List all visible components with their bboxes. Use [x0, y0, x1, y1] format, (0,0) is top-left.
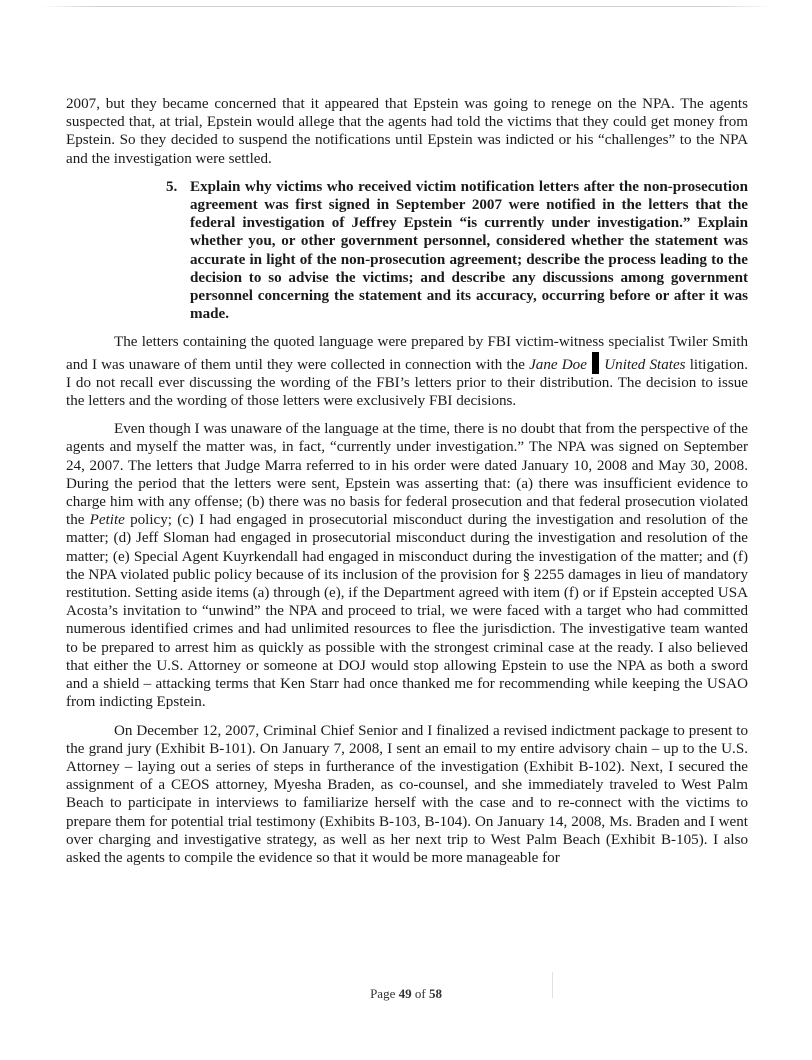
- page-of-label: of: [411, 986, 429, 1001]
- question-5: [66, 178, 748, 324]
- paragraph-continuation: 2007, but they became concerned that it appeared that Epstein was going to renege on the NPA. The agents suspected that, at trial, Epstein would allege that the agents had told the victims that they could get money from Epstein. So they decided to suspend the notifications until Epstein was indicted or his “challenges” to the NPA and the investigation were settled.: [66, 96, 748, 167]
- policy-name: Petite: [89, 512, 125, 529]
- document-body: [66, 95, 748, 877]
- paragraph-investigation: [66, 420, 748, 711]
- redaction-block: [592, 352, 599, 374]
- paragraph-text: The letters containing the quoted language were prepared by FBI victim-witness specialist Twiler Smith and I was unaware of them until they were collected in connection with the: [66, 334, 748, 373]
- page-number: [0, 986, 812, 1002]
- paragraph-text: litigation. I do not recall ever discussing the wording of the FBI’s letters prior to their distribution. The decision to issue the letters and the wording of those letters were exclusively FBI decisions.: [66, 356, 748, 410]
- paragraph-text: Even though I was unaware of the language at the time, there is no doubt that from the perspective of the agents and myself the matter was, in fact, “currently under investigation.” The NPA was signed on September 24, 2007. The letters that Judge Marra referred to in his order were dated January 10, 2008 and May 30, 2008. During the period that the letters were sent, Epstein was asserting that: (a) there was insufficient evidence to charge him with any offense; (b) there was no basis for federal prosecution and that federal prosecution violated the: [66, 421, 748, 529]
- case-name-plaintiff: Jane Doe: [529, 356, 587, 373]
- paragraph-text: policy; (c) I had engaged in prosecutorial misconduct during the investigation and resolution of the matter; (d) Jeff Sloman had engaged in prosecutorial misconduct during the investigation and resolution of the matter; (e) Special Agent Kuyrkendall had engaged in misconduct during the investigation of the matter; and (f) the NPA violated public policy because of its inclusion of the provision for § 2255 damages in lieu of mandatory restitution. Setting aside items (a) through (e), if the Department agreed with item (f) or if Epstein accepted USA Acosta’s invitation to “unwind” the NPA and proceed to trial, we were faced with a target who had committed numerous identified crimes and had unlimited resources to flee the jurisdiction. The investigative team wanted to be prepared to arrest him as quickly as possible with the strongest criminal case at the ready. I also believed that either the U.S. Attorney or someone at DOJ would stop allowing Epstein to use the NPA as both a sword and a shield – attacking terms that Ken Starr had once thanked me for recommending while keeping the USAO from indicting Epstein.: [66, 512, 748, 711]
- case-name-defendant: United States: [604, 356, 686, 373]
- current-page: 49: [398, 986, 412, 1001]
- question-text: Explain why victims who received victim notification letters after the non-prosecution agreement was first signed in September 2007 were notified in the letters that the federal investigation of Jeffrey Epstein “is currently under investigation.” Explain whether you, or other government personnel, considered whether the statement was accurate in light of the non-prosecution agreement; describe the process leading to the decision to so advise the victims; and describe any discussions among government personnel concerning the statement and its accuracy, occurring before or after it was made.: [190, 178, 748, 323]
- top-scan-rule: [40, 6, 772, 7]
- total-pages: 58: [428, 986, 442, 1001]
- paragraph-indictment: On December 12, 2007, Criminal Chief Senior and I finalized a revised indictment package to present to the grand jury (Exhibit B-101). On January 7, 2008, I sent an email to my entire advisory chain – up to the U.S. Attorney – laying out a series of steps in furtherance of the investigation (Exhibit B-102). Next, I secured the assignment of a CEOS attorney, Myesha Braden, as co-counsel, and she immediately traveled to West Palm Beach to participate in interviews to familiarize herself with the case and to re-connect with the victims to prepare them for potential trial testimony (Exhibits B-103, B-104). On January 14, 2008, Ms. Braden and I went over charging and investigative strategy, as well as her next trip to West Palm Beach (Exhibit B-105). I also asked the agents to compile the evidence so that it would be more manageable for: [66, 722, 748, 866]
- question-number: 5.: [166, 178, 178, 195]
- paragraph-letters: [66, 333, 748, 410]
- page-label: Page: [370, 986, 399, 1001]
